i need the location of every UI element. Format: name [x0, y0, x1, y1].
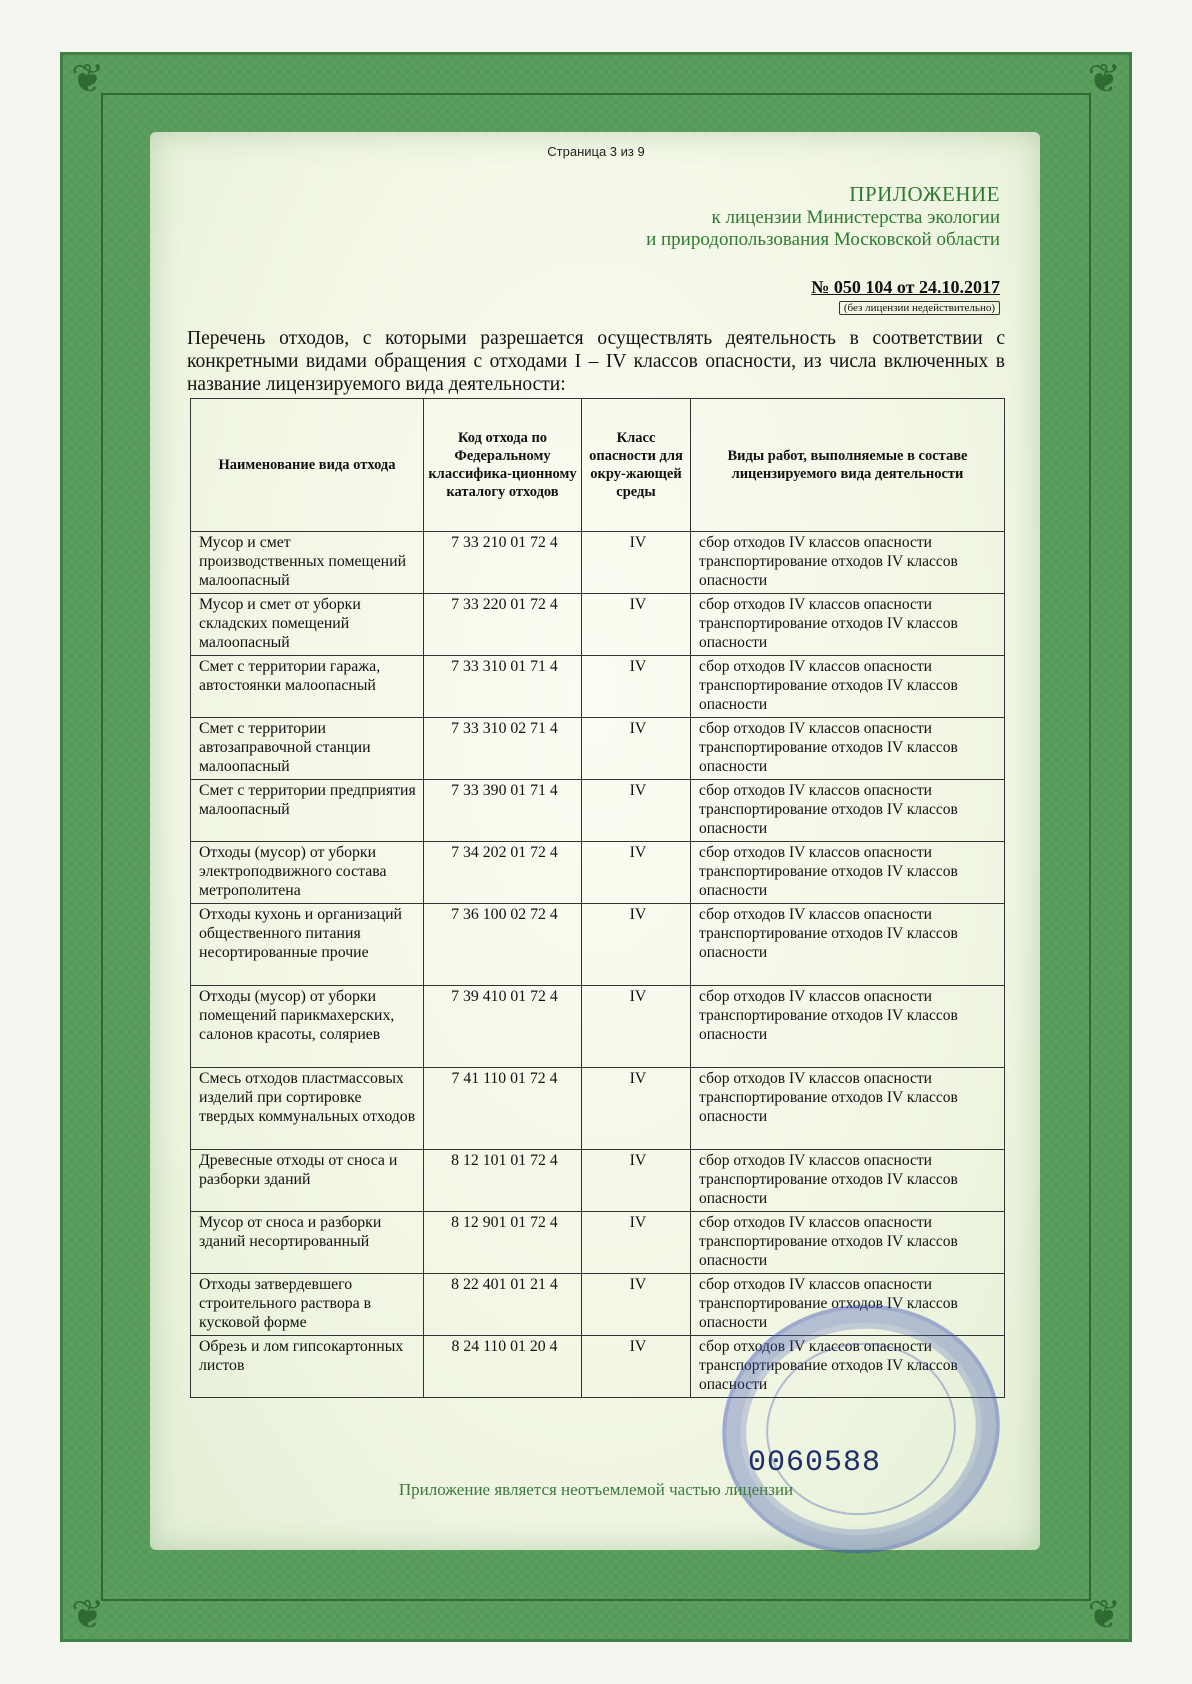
hazard-class: IV — [582, 1068, 691, 1150]
hazard-class: IV — [582, 656, 691, 718]
corner-ornament-icon: ❦ — [71, 56, 105, 101]
waste-code: 7 33 390 01 71 4 — [424, 780, 582, 842]
hazard-class: IV — [582, 904, 691, 986]
hazard-class: IV — [582, 532, 691, 594]
work-types: сбор отходов IV классов опасности транспортирование отходов IV классов опасности — [691, 656, 1005, 718]
waste-name: Обрезь и лом гипсокартонных листов — [191, 1336, 424, 1398]
intro-paragraph: Перечень отходов, с которыми разрешается осуществлять деятельность в соответствии с конкретными видами обращения с отходами I – IV классов опасности, из числа включенных в название лицензируемого вида деятельности: — [187, 328, 1005, 395]
work-types: сбор отходов IV классов опасности транспортирование отходов IV классов опасности — [691, 842, 1005, 904]
table-row — [191, 842, 1005, 904]
table-row — [191, 780, 1005, 842]
appendix-title: ПРИЛОЖЕНИЕ — [849, 182, 1000, 206]
page-number: Страница 3 из 9 — [547, 144, 645, 159]
waste-code: 7 33 210 01 72 4 — [424, 532, 582, 594]
waste-name: Древесные отходы от сноса и разборки зданий — [191, 1150, 424, 1212]
appendix-header — [646, 182, 1000, 251]
waste-name: Смет с территории автозаправочной станции малоопасный — [191, 718, 424, 780]
header-waste-code: Код отхода по Федеральному классифика-ционному каталогу отходов — [424, 399, 582, 532]
header-hazard-class: Класс опасности для окру-жающей среды — [582, 399, 691, 532]
work-types: сбор отходов IV классов опасности транспортирование отходов IV классов опасности — [691, 1336, 1005, 1398]
waste-table — [190, 398, 1005, 1398]
table-row — [191, 904, 1005, 986]
hazard-class: IV — [582, 1336, 691, 1398]
header-waste-name: Наименование вида отхода — [191, 399, 424, 532]
waste-name: Мусор и смет производственных помещений малоопасный — [191, 532, 424, 594]
table-row — [191, 718, 1005, 780]
table-row — [191, 986, 1005, 1068]
hazard-class: IV — [582, 718, 691, 780]
hazard-class: IV — [582, 842, 691, 904]
waste-name: Отходы (мусор) от уборки помещений парикмахерских, салонов красоты, соляриев — [191, 986, 424, 1068]
table-header-row — [191, 399, 1005, 532]
waste-name: Отходы затвердевшего строительного раствора в кусковой форме — [191, 1274, 424, 1336]
table-row — [191, 532, 1005, 594]
table-row — [191, 1212, 1005, 1274]
waste-code: 7 33 310 01 71 4 — [424, 656, 582, 718]
appendix-line-3: и природопользования Московской области — [646, 229, 1000, 250]
waste-code: 7 34 202 01 72 4 — [424, 842, 582, 904]
hazard-class: IV — [582, 1150, 691, 1212]
work-types: сбор отходов IV классов опасности транспортирование отходов IV классов опасности — [691, 718, 1005, 780]
header-work-types: Виды работ, выполняемые в составе лицензируемого вида деятельности — [691, 399, 1005, 532]
corner-ornament-icon: ❦ — [1087, 1592, 1121, 1637]
waste-name: Смет с территории предприятия малоопасный — [191, 780, 424, 842]
hazard-class: IV — [582, 986, 691, 1068]
waste-code: 7 39 410 01 72 4 — [424, 986, 582, 1068]
work-types: сбор отходов IV классов опасности транспортирование отходов IV классов опасности — [691, 1274, 1005, 1336]
waste-name: Мусор от сноса и разборки зданий несортированный — [191, 1212, 424, 1274]
waste-code: 7 36 100 02 72 4 — [424, 904, 582, 986]
waste-name: Смет с территории гаража, автостоянки малоопасный — [191, 656, 424, 718]
license-number-block — [811, 277, 1000, 316]
hazard-class: IV — [582, 594, 691, 656]
work-types: сбор отходов IV классов опасности транспортирование отходов IV классов опасности — [691, 1212, 1005, 1274]
waste-name: Отходы кухонь и организаций общественного питания несортированные прочие — [191, 904, 424, 986]
work-types: сбор отходов IV классов опасности транспортирование отходов IV классов опасности — [691, 904, 1005, 986]
serial-number: 0060588 — [748, 1446, 882, 1480]
waste-name: Смесь отходов пластмассовых изделий при сортировке твердых коммунальных отходов — [191, 1068, 424, 1150]
waste-code: 7 33 310 02 71 4 — [424, 718, 582, 780]
hazard-class: IV — [582, 780, 691, 842]
license-number: № 050 104 от 24.10.2017 — [811, 277, 1000, 297]
waste-code: 7 33 220 01 72 4 — [424, 594, 582, 656]
waste-code: 8 24 110 01 20 4 — [424, 1336, 582, 1398]
appendix-line-2: к лицензии Министерства экологии — [711, 207, 1000, 228]
work-types: сбор отходов IV классов опасности транспортирование отходов IV классов опасности — [691, 1068, 1005, 1150]
waste-name: Мусор и смет от уборки складских помещений малоопасный — [191, 594, 424, 656]
work-types: сбор отходов IV классов опасности транспортирование отходов IV классов опасности — [691, 594, 1005, 656]
table-row — [191, 594, 1005, 656]
footer-note: Приложение является неотъемлемой частью лицензии — [398, 1480, 794, 1499]
hazard-class: IV — [582, 1212, 691, 1274]
table-row — [191, 656, 1005, 718]
waste-code: 8 12 101 01 72 4 — [424, 1150, 582, 1212]
hazard-class: IV — [582, 1274, 691, 1336]
validity-note: (без лицензии недействительно) — [839, 301, 1000, 315]
waste-code: 8 22 401 01 21 4 — [424, 1274, 582, 1336]
waste-code: 7 41 110 01 72 4 — [424, 1068, 582, 1150]
work-types: сбор отходов IV классов опасности транспортирование отходов IV классов опасности — [691, 780, 1005, 842]
corner-ornament-icon: ❦ — [1087, 56, 1121, 101]
waste-name: Отходы (мусор) от уборки электроподвижного состава метрополитена — [191, 842, 424, 904]
waste-code: 8 12 901 01 72 4 — [424, 1212, 582, 1274]
work-types: сбор отходов IV классов опасности транспортирование отходов IV классов опасности — [691, 1150, 1005, 1212]
work-types: сбор отходов IV классов опасности транспортирование отходов IV классов опасности — [691, 532, 1005, 594]
corner-ornament-icon: ❦ — [71, 1592, 105, 1637]
table-row — [191, 1150, 1005, 1212]
work-types: сбор отходов IV классов опасности транспортирование отходов IV классов опасности — [691, 986, 1005, 1068]
table-row — [191, 1068, 1005, 1150]
